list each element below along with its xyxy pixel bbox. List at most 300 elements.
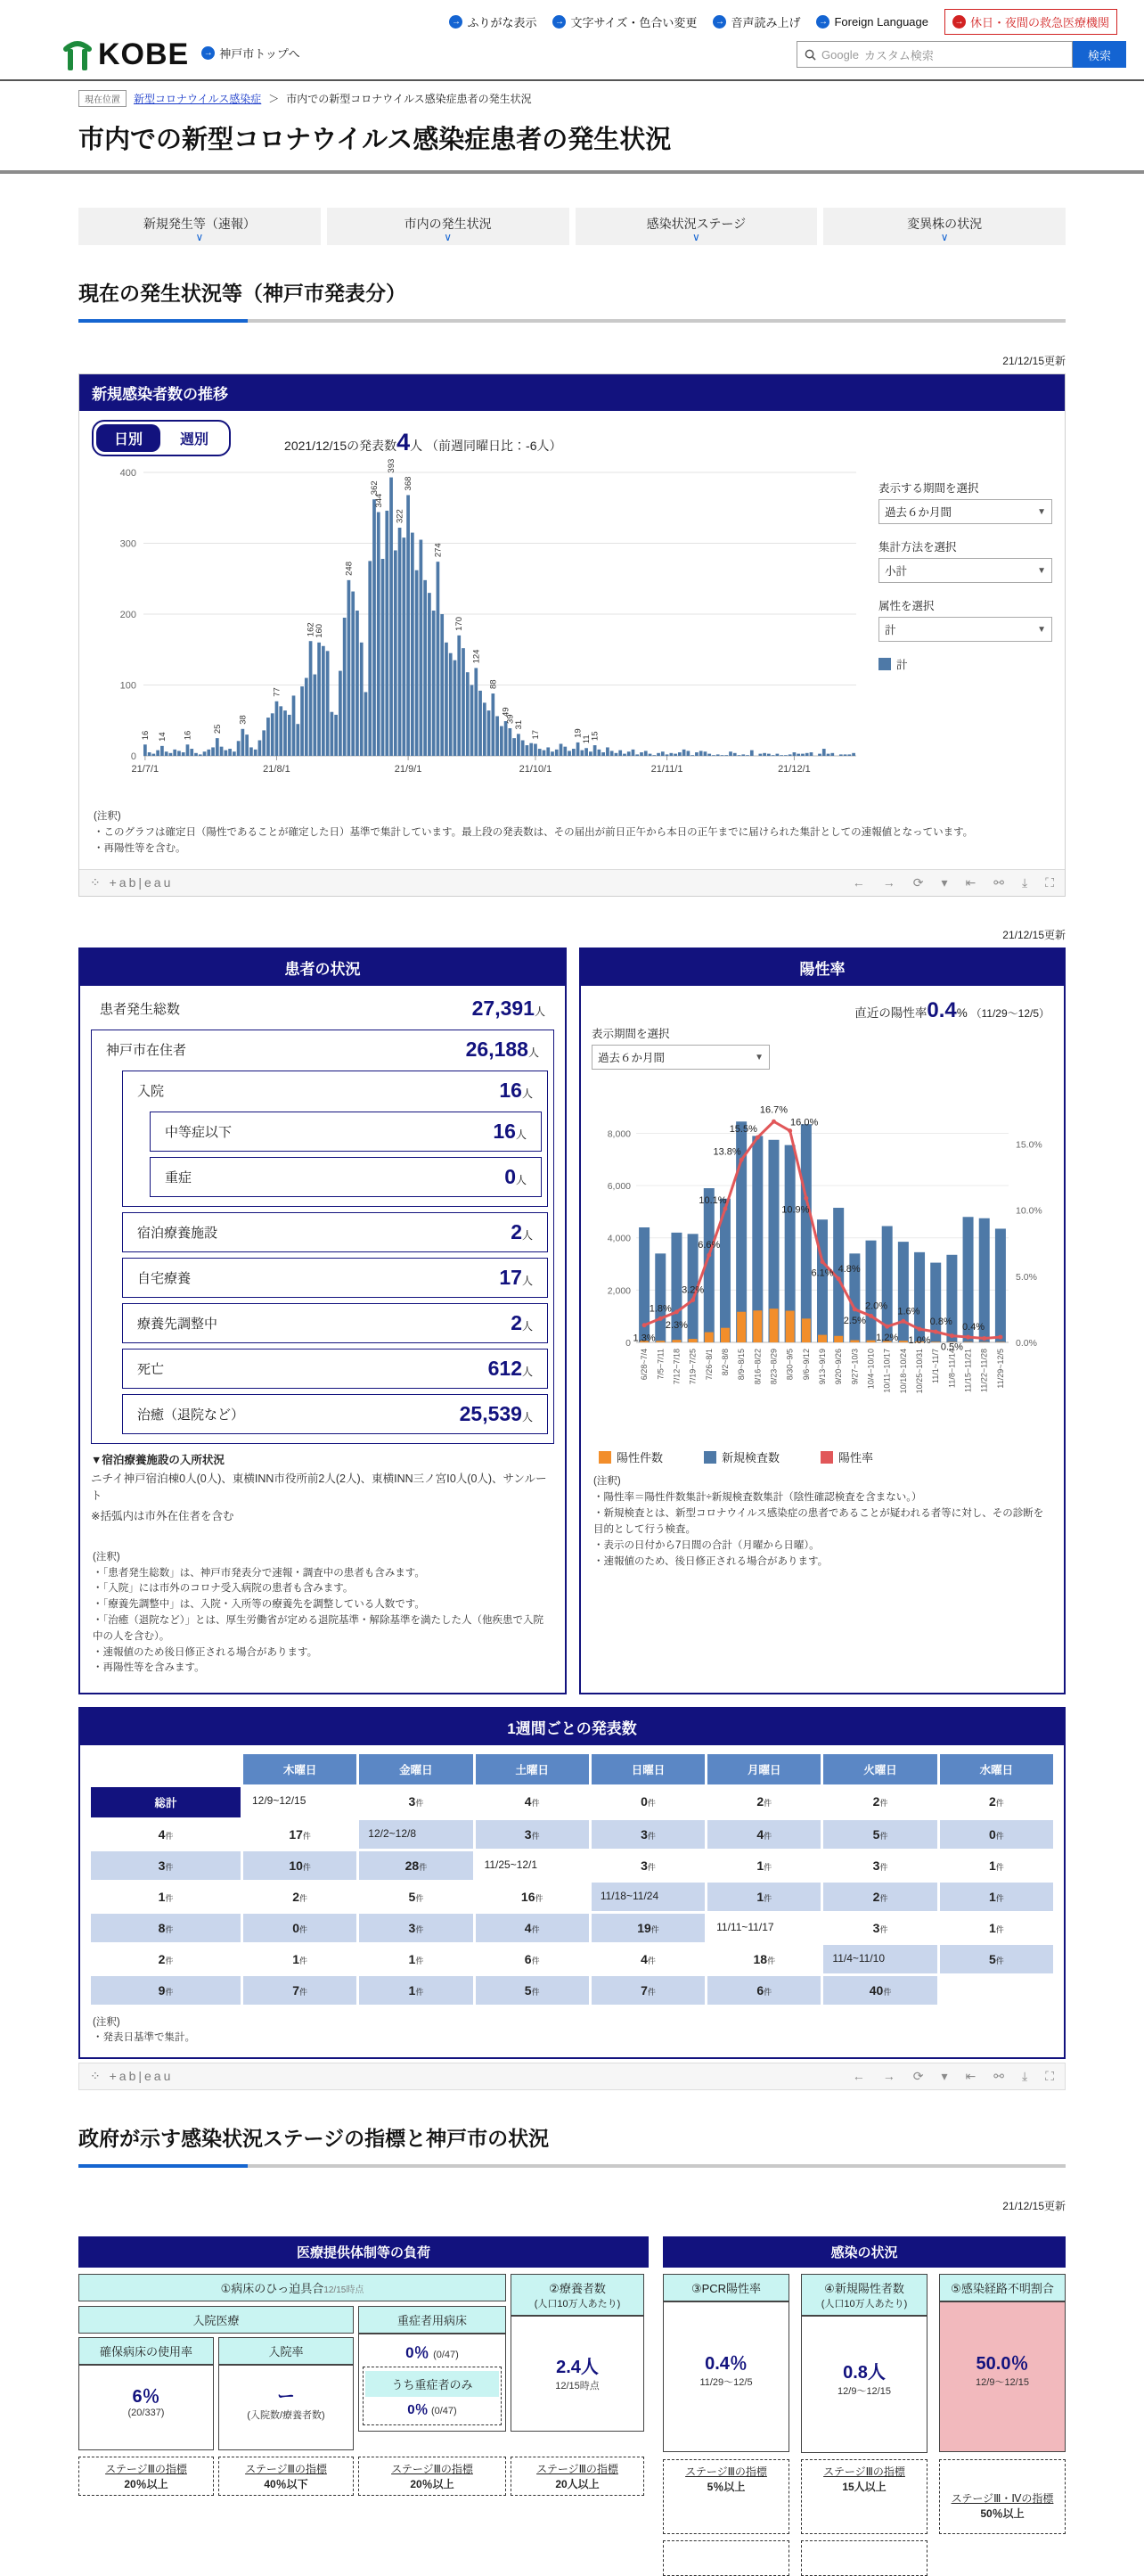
- week-total: 16件: [476, 1883, 589, 1911]
- daily-bar[interactable]: [704, 751, 707, 756]
- daily-bar[interactable]: [801, 754, 805, 756]
- daily-chart-card: [78, 373, 1066, 897]
- daily-bar[interactable]: [470, 685, 474, 757]
- tableau-toolbar: [79, 869, 1065, 896]
- day-value: 2件: [243, 1883, 356, 1911]
- moderate-value: 16: [493, 1120, 516, 1143]
- kobe-logo-icon: [62, 37, 93, 72]
- daily-bar[interactable]: [560, 743, 563, 756]
- daily-bar[interactable]: [241, 729, 245, 756]
- daily-bar[interactable]: [568, 751, 571, 756]
- daily-bar[interactable]: [173, 750, 176, 756]
- daily-bar[interactable]: [615, 753, 618, 756]
- daily-bar[interactable]: [546, 747, 550, 756]
- daily-bar[interactable]: [543, 751, 546, 756]
- attribute-select[interactable]: 計 ▼: [878, 617, 1052, 642]
- day-value: 3件: [592, 1851, 705, 1880]
- tab-stage[interactable]: [576, 208, 818, 245]
- daily-bar[interactable]: [194, 753, 198, 756]
- daily-bar[interactable]: [512, 738, 516, 756]
- daily-bar[interactable]: [772, 755, 775, 756]
- daily-bar[interactable]: [228, 749, 232, 756]
- daily-bar[interactable]: [793, 752, 797, 756]
- daily-bar[interactable]: [152, 754, 156, 756]
- positives-bar[interactable]: [689, 1340, 698, 1343]
- daily-bar[interactable]: [377, 513, 380, 756]
- daily-bar[interactable]: [763, 753, 766, 756]
- svg-text:11/8~11/14: 11/8~11/14: [947, 1349, 956, 1388]
- daily-bar[interactable]: [402, 537, 405, 756]
- daily-bar[interactable]: [326, 651, 330, 756]
- deaths-value: 612: [488, 1357, 522, 1380]
- daily-bar[interactable]: [758, 754, 762, 756]
- positives-bar[interactable]: [786, 1311, 795, 1342]
- tab-city-status[interactable]: [327, 208, 569, 245]
- daily-bar[interactable]: [445, 643, 448, 756]
- daily-bar[interactable]: [580, 751, 584, 756]
- daily-bar[interactable]: [487, 710, 491, 756]
- legend-item: [821, 1448, 873, 1465]
- daily-bar[interactable]: [411, 533, 414, 756]
- daily-stat: 2021/12/15の発表数4人 （前週同曜日比：-6人）: [284, 429, 561, 456]
- daily-bar[interactable]: [627, 751, 631, 756]
- caret-down-icon: ▼: [755, 1053, 764, 1062]
- hospitalized-box: [122, 1071, 548, 1207]
- download-icon[interactable]: ⤓: [1022, 875, 1027, 890]
- icu-severe-only-box: うち重症者のみ 0％ (0/47): [363, 2367, 502, 2425]
- kobe-residents-value: 26,188: [466, 1038, 528, 1061]
- daily-bar[interactable]: [767, 754, 771, 756]
- daily-bar[interactable]: [678, 752, 682, 756]
- download-icon[interactable]: ⤓: [1022, 2069, 1027, 2084]
- daily-bar[interactable]: [334, 715, 338, 756]
- toggle-daily[interactable]: 日別: [96, 424, 160, 452]
- svg-text:11: 11: [582, 734, 592, 743]
- daily-bar[interactable]: [483, 702, 486, 756]
- daily-bar[interactable]: [292, 695, 296, 756]
- caret-icon[interactable]: ▾: [941, 2069, 947, 2084]
- daily-bar[interactable]: [729, 751, 732, 756]
- daily-bar[interactable]: [454, 660, 457, 756]
- week-label: 11/4~11/10: [823, 1945, 936, 1973]
- daily-bar[interactable]: [437, 562, 440, 756]
- legend-label: 新規検査数: [722, 1448, 780, 1465]
- svg-text:10/18~10/24: 10/18~10/24: [899, 1349, 908, 1393]
- daily-bar[interactable]: [457, 636, 461, 756]
- day-value: 2件: [823, 1883, 936, 1911]
- daily-bar[interactable]: [810, 752, 813, 756]
- daily-bar[interactable]: [360, 643, 364, 756]
- daily-bar[interactable]: [534, 743, 537, 756]
- svg-text:1.2%: 1.2%: [876, 1333, 898, 1344]
- hotel-status-note: ※括弧内は市外在住者を含む: [91, 1508, 554, 1525]
- daily-bar[interactable]: [652, 755, 656, 756]
- daily-bar[interactable]: [169, 753, 173, 756]
- daily-bar[interactable]: [721, 755, 724, 756]
- daily-bar[interactable]: [839, 754, 843, 756]
- daily-bar[interactable]: [818, 754, 821, 756]
- positives-bar[interactable]: [867, 1341, 876, 1342]
- site-header: [0, 0, 1144, 81]
- positives-bar[interactable]: [753, 1311, 762, 1343]
- daily-bar[interactable]: [385, 511, 388, 756]
- daily-bar[interactable]: [805, 753, 809, 756]
- care-count-value-box: 2.4人 12/15時点: [511, 2316, 644, 2432]
- care-count-value: 2.4人: [511, 2352, 643, 2378]
- day-value: 1件: [940, 1883, 1053, 1911]
- daily-bar[interactable]: [220, 747, 224, 756]
- daily-bar[interactable]: [279, 706, 282, 756]
- daily-bar[interactable]: [283, 710, 287, 756]
- daily-bar[interactable]: [394, 550, 397, 756]
- toggle-weekly[interactable]: 週別: [162, 424, 226, 452]
- day-value: 7件: [592, 1976, 705, 2005]
- svg-text:6.6%: 6.6%: [698, 1241, 720, 1251]
- daily-bar[interactable]: [784, 755, 788, 756]
- nav-fontsize-label: 文字サイズ・色合い変更: [570, 13, 697, 30]
- positives-bar[interactable]: [964, 1342, 973, 1343]
- day-value: 1件: [91, 1883, 241, 1911]
- daily-bar[interactable]: [738, 755, 741, 756]
- kobe-logo[interactable]: [62, 37, 189, 72]
- chevron-down-icon: ∨: [78, 233, 321, 242]
- daily-bar[interactable]: [190, 749, 193, 756]
- daily-bar[interactable]: [632, 750, 635, 756]
- positives-bar[interactable]: [721, 1328, 730, 1342]
- daily-bar[interactable]: [504, 721, 508, 756]
- replay-icon[interactable]: ⟳: [913, 875, 924, 890]
- daily-bar[interactable]: [669, 753, 673, 756]
- daily-bar[interactable]: [682, 750, 686, 756]
- fullscreen-icon[interactable]: ⛶: [1045, 2069, 1054, 2084]
- daily-bar[interactable]: [415, 570, 419, 756]
- period-select[interactable]: 過去６か月間 ▼: [878, 499, 1052, 524]
- daily-bar[interactable]: [789, 754, 792, 756]
- daily-bar[interactable]: [572, 749, 576, 756]
- nav-furigana[interactable]: [449, 13, 536, 30]
- aggregation-select[interactable]: 小計 ▼: [878, 558, 1052, 583]
- search-button[interactable]: 検索: [1073, 41, 1126, 68]
- undo-icon[interactable]: ←: [853, 875, 865, 890]
- week-total: 18件: [707, 1945, 821, 1973]
- daily-bar[interactable]: [593, 745, 597, 756]
- positives-bar[interactable]: [818, 1335, 827, 1342]
- daily-bar[interactable]: [258, 741, 262, 756]
- caret-icon[interactable]: ▾: [941, 875, 947, 890]
- daily-bar[interactable]: [406, 495, 410, 756]
- daily-bar[interactable]: [211, 747, 215, 756]
- daily-bar[interactable]: [750, 751, 754, 756]
- svg-text:124: 124: [471, 650, 481, 664]
- daily-bar[interactable]: [432, 611, 436, 756]
- daily-bar[interactable]: [160, 746, 164, 756]
- daily-bar[interactable]: [381, 559, 385, 756]
- daily-bar[interactable]: [576, 742, 580, 756]
- svg-text:10/4~10/10: 10/4~10/10: [867, 1349, 876, 1389]
- daily-bar[interactable]: [199, 754, 202, 756]
- daily-bar[interactable]: [398, 528, 402, 756]
- daily-bar[interactable]: [305, 678, 308, 756]
- tab-variants[interactable]: [823, 208, 1066, 245]
- daily-bar[interactable]: [288, 715, 291, 756]
- daily-bar[interactable]: [699, 751, 703, 756]
- positives-bar[interactable]: [705, 1333, 714, 1342]
- daily-bar[interactable]: [428, 593, 431, 756]
- daily-bar[interactable]: [389, 478, 393, 756]
- section1-rule: [78, 319, 1066, 323]
- daily-bar[interactable]: [237, 741, 241, 756]
- day-header: 水曜日: [940, 1754, 1053, 1784]
- daily-bar[interactable]: [847, 754, 851, 756]
- fullscreen-icon[interactable]: ⛶: [1045, 875, 1054, 890]
- daily-bar[interactable]: [449, 653, 453, 756]
- replay-icon[interactable]: ⟳: [913, 2069, 924, 2084]
- daily-bar[interactable]: [351, 592, 355, 756]
- positives-bar[interactable]: [656, 1341, 665, 1343]
- daily-bar[interactable]: [347, 580, 351, 756]
- daily-bar[interactable]: [478, 691, 482, 756]
- daily-bar[interactable]: [521, 741, 525, 756]
- daily-bar[interactable]: [491, 693, 494, 756]
- daily-bar[interactable]: [649, 754, 652, 756]
- daily-bar[interactable]: [262, 730, 266, 756]
- daily-bar[interactable]: [313, 675, 316, 756]
- hotel-status-title[interactable]: ▼宿泊療養施設の入所状況: [91, 1451, 554, 1467]
- daily-bar[interactable]: [555, 750, 559, 756]
- daily-bar[interactable]: [852, 753, 855, 756]
- positivity-notes: (注釈) ・陽性率＝陽性件数集計÷新規検査数集計（陰性確認検査を含まない。） ・新規検査とは、新型コロナウイルス感染症の患者であることが疑われる者等に対し、その診断を目的として行う検査。 ・表示の日付から7日間の合計（月曜から日曜）。 ・速報値のため、後日修正される場合があります。: [592, 1469, 1053, 1579]
- care-count-header: ②療養者数 (人口10万人あたり): [511, 2274, 644, 2316]
- daily-bar[interactable]: [635, 754, 639, 756]
- daily-bar[interactable]: [797, 754, 800, 756]
- tests-bar[interactable]: [655, 1254, 666, 1343]
- tests-bar[interactable]: [817, 1220, 828, 1343]
- svg-text:1.8%: 1.8%: [650, 1304, 672, 1315]
- daily-bar[interactable]: [695, 752, 699, 756]
- emergency-label: 休日・夜間の救急医療機関: [970, 13, 1109, 30]
- daily-bar[interactable]: [462, 648, 465, 756]
- legend-swatch: [599, 1451, 611, 1464]
- daily-bar[interactable]: [474, 668, 478, 756]
- svg-text:10.0%: 10.0%: [1016, 1206, 1042, 1217]
- daily-bar[interactable]: [661, 751, 665, 756]
- daily-bar[interactable]: [364, 692, 368, 756]
- daily-bar[interactable]: [601, 752, 605, 756]
- daily-bar[interactable]: [186, 744, 190, 756]
- tests-bar[interactable]: [801, 1125, 812, 1343]
- share-icon[interactable]: ⚯: [993, 875, 1004, 890]
- daily-bar[interactable]: [733, 753, 737, 756]
- daily-bar[interactable]: [495, 716, 499, 756]
- daily-bar[interactable]: [271, 713, 274, 756]
- day-value: 1件: [940, 1914, 1053, 1942]
- svg-text:16: 16: [141, 731, 151, 741]
- daily-bar[interactable]: [317, 643, 321, 756]
- unknown-route-value-box: 50.0％ 12/9～12/15: [939, 2301, 1066, 2452]
- tests-bar[interactable]: [866, 1241, 877, 1342]
- daily-bar[interactable]: [606, 747, 609, 756]
- home-care-value: 17: [499, 1266, 522, 1289]
- daily-bar[interactable]: [466, 672, 470, 756]
- legend-item: [704, 1448, 780, 1465]
- daily-bar[interactable]: [517, 734, 520, 756]
- svg-text:10/25~10/31: 10/25~10/31: [915, 1349, 924, 1393]
- daily-bar[interactable]: [322, 646, 325, 756]
- unknown-route-stage: ステージⅢ・Ⅳの指標 50％以上: [939, 2459, 1066, 2534]
- search-input[interactable]: [797, 41, 1073, 68]
- daily-bar[interactable]: [707, 754, 711, 756]
- daily-bar[interactable]: [509, 728, 512, 756]
- share-icon[interactable]: ⚯: [993, 2069, 1004, 2084]
- svg-text:16.7%: 16.7%: [760, 1105, 788, 1116]
- nav-fontsize[interactable]: [552, 13, 697, 30]
- daily-bar[interactable]: [143, 744, 147, 756]
- svg-text:11/29~12/5: 11/29~12/5: [996, 1349, 1005, 1389]
- daily-bar[interactable]: [296, 724, 299, 756]
- svg-text:11/1~11/7: 11/1~11/7: [931, 1349, 940, 1383]
- daily-bar[interactable]: [249, 747, 253, 756]
- daily-bar[interactable]: [368, 561, 372, 756]
- daily-bar[interactable]: [339, 671, 342, 756]
- positives-bar[interactable]: [850, 1341, 859, 1342]
- positives-bar[interactable]: [899, 1341, 908, 1343]
- day-value: 5件: [823, 1820, 936, 1849]
- daily-bar[interactable]: [623, 754, 626, 756]
- daily-bar[interactable]: [780, 755, 783, 756]
- daily-bar[interactable]: [300, 686, 304, 756]
- daily-bar[interactable]: [423, 580, 427, 756]
- emergency-medical-link[interactable]: [944, 9, 1117, 35]
- daily-bar[interactable]: [372, 499, 376, 756]
- nav-voice[interactable]: [713, 13, 800, 30]
- daily-bar[interactable]: [224, 751, 227, 756]
- breadcrumb-current: 市内での新型コロナウイルス感染症患者の発生状況: [286, 91, 531, 106]
- positivity-title: 陽性率: [581, 949, 1064, 986]
- positives-bar[interactable]: [802, 1319, 811, 1343]
- undo-icon[interactable]: ←: [853, 2069, 865, 2084]
- daily-bar[interactable]: [822, 749, 826, 756]
- pos-period-select[interactable]: 過去６か月間 ▼: [592, 1045, 770, 1070]
- daily-bar[interactable]: [216, 738, 219, 756]
- caret-down-icon: ▼: [1037, 566, 1046, 576]
- daily-bar[interactable]: [690, 755, 694, 756]
- daily-bar[interactable]: [177, 751, 181, 756]
- legend-label: 計: [896, 656, 908, 672]
- daily-bar[interactable]: [724, 755, 728, 756]
- daily-bar[interactable]: [529, 743, 533, 756]
- daily-bar[interactable]: [712, 755, 715, 756]
- admission-rate-header: 入院率: [218, 2337, 354, 2365]
- hotel-care-value: 2: [511, 1220, 522, 1243]
- positives-bar[interactable]: [672, 1341, 681, 1343]
- positives-bar[interactable]: [769, 1309, 778, 1343]
- city-top-label: 神戸市トップへ: [219, 45, 299, 62]
- tests-bar[interactable]: [995, 1229, 1006, 1343]
- daily-bar[interactable]: [589, 751, 592, 756]
- day-value: 4件: [707, 1820, 821, 1849]
- cured-value: 25,539: [460, 1402, 522, 1425]
- positives-bar[interactable]: [834, 1336, 843, 1342]
- daily-bar[interactable]: [666, 754, 669, 756]
- daily-bar[interactable]: [309, 641, 313, 756]
- daily-bar[interactable]: [551, 751, 554, 756]
- daily-bar[interactable]: [844, 754, 847, 756]
- daily-bar[interactable]: [674, 754, 677, 756]
- daily-bar[interactable]: [156, 751, 159, 756]
- positives-bar[interactable]: [737, 1312, 746, 1342]
- daily-bar[interactable]: [343, 618, 347, 756]
- daily-bar[interactable]: [500, 726, 503, 756]
- daily-bar[interactable]: [355, 611, 359, 756]
- positives-bar[interactable]: [931, 1342, 940, 1343]
- daily-bar[interactable]: [245, 734, 249, 756]
- daily-chart-controls: [878, 456, 1052, 804]
- daily-bar[interactable]: [207, 750, 210, 756]
- daily-bar[interactable]: [254, 750, 257, 756]
- daily-bar[interactable]: [331, 712, 334, 756]
- daily-bar[interactable]: [827, 754, 830, 756]
- breadcrumb-link[interactable]: 新型コロナウイルス感染症: [134, 91, 261, 106]
- daily-bar[interactable]: [610, 751, 614, 756]
- daily-bar[interactable]: [598, 750, 601, 756]
- daily-bar[interactable]: [716, 754, 720, 756]
- daily-bar[interactable]: [776, 754, 780, 756]
- daily-bar[interactable]: [830, 753, 834, 756]
- daily-bar[interactable]: [640, 752, 643, 756]
- svg-text:2.3%: 2.3%: [666, 1320, 688, 1331]
- secured-beds-value: 6％: [79, 2382, 213, 2408]
- revert-icon[interactable]: ⇤: [966, 2069, 976, 2084]
- daily-bar[interactable]: [203, 751, 207, 756]
- daily-bar[interactable]: [526, 745, 529, 756]
- tests-bar[interactable]: [946, 1255, 957, 1342]
- daily-bar[interactable]: [618, 751, 622, 756]
- daily-bar[interactable]: [741, 754, 745, 756]
- daily-bar[interactable]: [165, 751, 168, 756]
- revert-icon[interactable]: ⇤: [966, 875, 976, 890]
- daily-bar[interactable]: [563, 747, 567, 756]
- daily-bar[interactable]: [584, 748, 588, 756]
- positivity-panel: [579, 948, 1066, 1694]
- city-top-link[interactable]: [201, 45, 299, 62]
- daily-bar[interactable]: [644, 751, 648, 756]
- daily-bar[interactable]: [182, 752, 185, 756]
- updated-label-3: 21/12/15更新: [78, 2198, 1066, 2213]
- svg-text:4,000: 4,000: [608, 1234, 631, 1244]
- daily-bar[interactable]: [657, 753, 660, 756]
- patient-status-panel: [78, 948, 567, 1694]
- pos-period-select-label: 表示期間を選択: [592, 1025, 1053, 1041]
- daily-bar[interactable]: [266, 718, 270, 756]
- redo-icon[interactable]: →: [883, 875, 895, 890]
- tests-bar[interactable]: [898, 1243, 909, 1343]
- daily-bar[interactable]: [420, 540, 423, 756]
- svg-text:21/9/1: 21/9/1: [395, 764, 422, 775]
- daily-bar[interactable]: [746, 755, 749, 756]
- daily-bar[interactable]: [538, 749, 542, 756]
- day-value: 4件: [476, 1914, 589, 1942]
- daily-bar[interactable]: [233, 751, 236, 756]
- daily-bar[interactable]: [275, 701, 279, 756]
- nav-foreign-language[interactable]: [816, 15, 928, 29]
- daily-bar[interactable]: [440, 614, 444, 756]
- tab-new-cases[interactable]: [78, 208, 321, 245]
- redo-icon[interactable]: →: [883, 2069, 895, 2084]
- day-value: 4件: [91, 1820, 241, 1849]
- daily-bar[interactable]: [687, 751, 690, 756]
- svg-text:49: 49: [502, 707, 511, 717]
- daily-bar[interactable]: [148, 752, 151, 756]
